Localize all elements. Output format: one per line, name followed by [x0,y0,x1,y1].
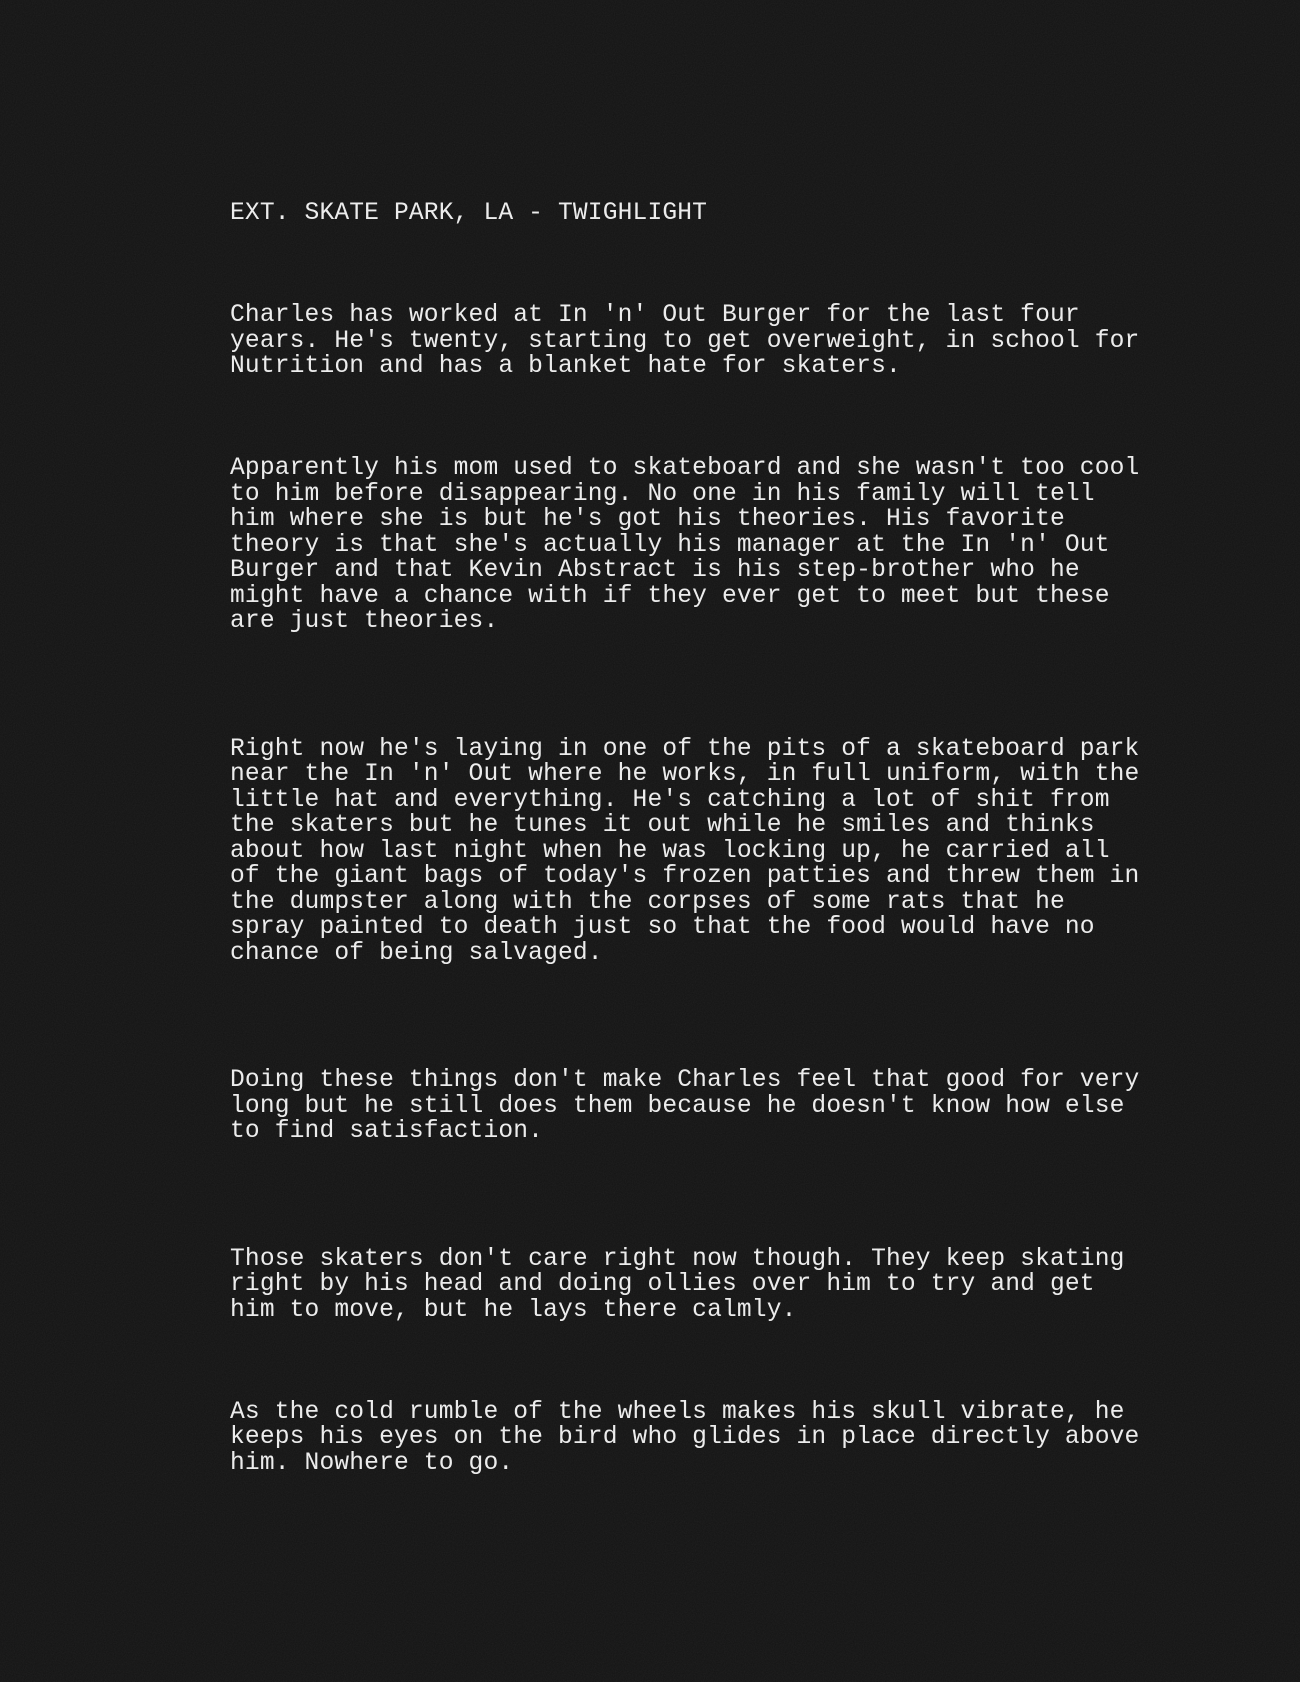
action-paragraph: Charles has worked at In 'n' Out Burger for the last four years. He's twenty, starting to get overweight, in school for Nutrition and has a blanket hate for skaters. [230,302,1140,380]
screenplay-body [230,150,1150,1527]
action-paragraph: Those skaters don't care right now though. They keep skating right by his head and doing ollies over him to try and get him to move, but he lays there calmly. [230,1245,1125,1324]
action-paragraph: Doing these things don't make Charles feel that good for very long but he still does them because he doesn't know how else to find satisfaction. [230,1067,1140,1145]
action-paragraph: As the cold rumble of the wheels makes his skull vibrate, he keeps his eyes on the bird who glides in place directly above him. Nowhere to go. [230,1398,1140,1477]
scene-heading: EXT. SKATE PARK, LA - TWIGHLIGHT [230,200,708,227]
action-paragraph: Apparently his mom used to skateboard and she wasn't too cool to him before disappearing. No one in his family will tell him where she is but he's got his theories. His favorite theory is that she's actually his manager at the In 'n' Out Burger and that Kevin Abstract is his step-brother who he might have a chance with if they ever get to meet but these are just theories. [230,455,1140,635]
action-paragraph: Right now he's laying in one of the pits of a skateboard park near the In 'n' Out where he works, in full uniform, with the little hat and everything. He's catching a lot of shit from the skaters but he tunes it out while he smiles and thinks about how last night when he was locking up, he carried all of the giant bags of today's frozen patties and threw them in the dumpster along with the corpses of some rats that he spray painted to death just so that the food would have no chance of being salvaged. [230,735,1140,967]
